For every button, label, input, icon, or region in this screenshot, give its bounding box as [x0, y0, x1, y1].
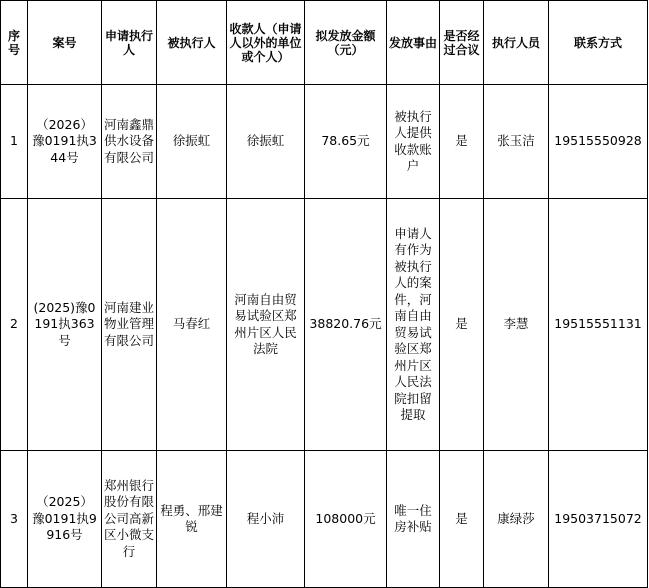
- cell-respondent: 徐振虹: [157, 85, 227, 199]
- header-respondent: 被执行人: [157, 1, 227, 85]
- header-reason: 发放事由: [387, 1, 440, 85]
- table-row: [1, 199, 648, 451]
- header-hearing: 是否经过合议: [440, 1, 484, 85]
- cell-payee: 河南自由贸易试验区郑州片区人民法院: [227, 199, 305, 451]
- cell-reason: 唯一住房补贴: [387, 451, 440, 588]
- header-seq: 序号: [1, 1, 28, 85]
- cell-officer: 康绿莎: [484, 451, 549, 588]
- cell-seq: 1: [1, 85, 28, 199]
- cell-contact: 19503715072: [549, 451, 648, 588]
- cell-hearing: 是: [440, 451, 484, 588]
- cell-contact: 19515551131: [549, 199, 648, 451]
- cell-respondent: 马春红: [157, 199, 227, 451]
- header-case-no: 案号: [28, 1, 102, 85]
- cell-payee: 程小沛: [227, 451, 305, 588]
- cell-contact: 19515550928: [549, 85, 648, 199]
- cell-applicant: 河南建业物业管理有限公司: [102, 199, 157, 451]
- cell-hearing: 是: [440, 199, 484, 451]
- cell-amount: 108000元: [305, 451, 387, 588]
- header-officer: 执行人员: [484, 1, 549, 85]
- cell-amount: 38820.76元: [305, 199, 387, 451]
- table-row: [1, 451, 648, 588]
- cell-applicant: 河南鑫鼎供水设备有限公司: [102, 85, 157, 199]
- cell-seq: 3: [1, 451, 28, 588]
- cell-respondent: 程勇、邢建锐: [157, 451, 227, 588]
- cell-officer: 张玉洁: [484, 85, 549, 199]
- cell-payee: 徐振虹: [227, 85, 305, 199]
- header-amount: 拟发放金额（元）: [305, 1, 387, 85]
- cell-reason: 申请人有作为被执行人的案件，河南自由贸易试验区郑州片区人民法院扣留提取: [387, 199, 440, 451]
- cell-seq: 2: [1, 199, 28, 451]
- header-applicant: 申请执行人: [102, 1, 157, 85]
- header-payee: 收款人（申请人以外的单位或个人）: [227, 1, 305, 85]
- header-contact: 联系方式: [549, 1, 648, 85]
- cell-case-no: （2025）豫0191执9916号: [28, 451, 102, 588]
- cell-applicant: 郑州银行股份有限公司高新区小微支行: [102, 451, 157, 588]
- cell-case-no: （2026）豫0191执344号: [28, 85, 102, 199]
- cell-officer: 李慧: [484, 199, 549, 451]
- cell-amount: 78.65元: [305, 85, 387, 199]
- table-header-row: [1, 1, 648, 85]
- cell-case-no: (2025)豫0191执363号: [28, 199, 102, 451]
- cell-hearing: 是: [440, 85, 484, 199]
- cell-reason: 被执行人提供收款账户: [387, 85, 440, 199]
- table-row: [1, 85, 648, 199]
